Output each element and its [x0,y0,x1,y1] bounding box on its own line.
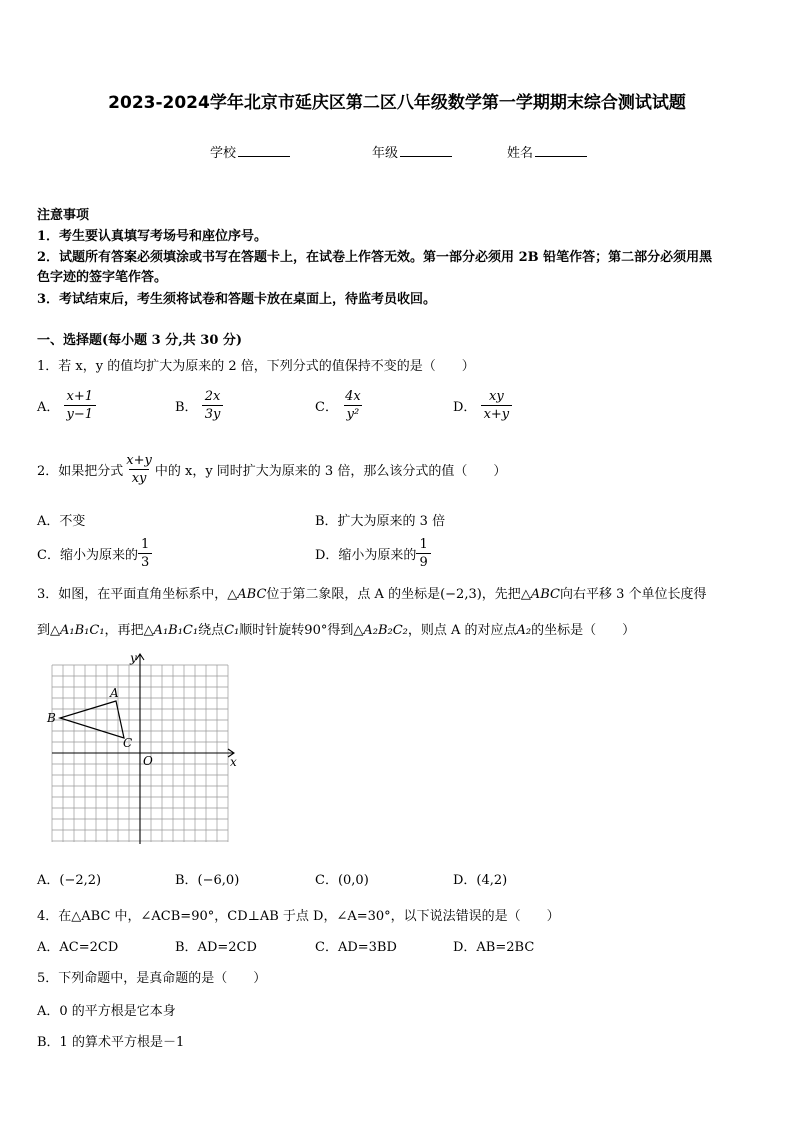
q3-option-c[interactable]: C．(0,0) [315,873,369,888]
axes [52,654,234,844]
q2-c-text: C．缩小为原来的 [37,548,138,563]
q3-l1-a: 3．如图，在平面直角坐标系中， [37,587,228,602]
q1-d-num: xy [489,389,504,404]
grade-field[interactable] [372,142,452,161]
coordinate-grid-figure [44,650,244,846]
q2-option-d[interactable] [315,536,431,571]
q3-option-b[interactable]: B．(−6,0) [175,873,240,888]
q2-option-c[interactable] [37,536,152,571]
q1-label-b: B． [175,400,198,415]
q3-l1-d: 向右平移 3 个单位长度得 [559,587,707,602]
q5-option-a[interactable]: A．0 的平方根是它本身 [37,1004,176,1019]
q2-option-b[interactable]: B．扩大为原来的 3 倍 [315,514,446,529]
q3-option-a[interactable]: A．(−2,2) [37,873,102,888]
q1-c-den: y² [344,405,363,423]
q1-b-den: 3y [202,405,224,423]
q3-point-c1: C₁ [224,623,240,638]
q1-option-b[interactable] [175,388,223,423]
q3-angle: 90° [304,623,328,638]
name-field[interactable] [507,142,587,161]
q5-stem: 5．下列命题中，是真命题的是（ ） [37,971,267,986]
school-field[interactable] [210,142,290,161]
q2-c-num: 1 [140,537,150,552]
q4-option-b[interactable]: B．AD=2CD [175,940,257,955]
q3-tri4: △A₁B₁C₁ [143,623,199,638]
q2-post: 中的 x，y 同时扩大为原来的 3 倍，那么该分式的值（ ） [154,464,507,479]
q1-a-den: y−1 [64,405,97,423]
name-label: 姓名 [507,146,534,161]
q1-d-den: x+y [481,405,513,423]
q2-den: xy [129,469,150,487]
q2-stem [37,452,506,487]
q3-l1-c: ，先把 [481,587,521,602]
q2-option-a[interactable]: A．不变 [37,514,86,529]
section-heading: 一、选择题(每小题 3 分,共 30 分) [37,333,243,348]
y-axis-label: y [130,651,137,665]
page-title: 2023-2024学年北京市延庆区第二区八年级数学第一学期期末综合测试试题 [108,93,686,113]
point-a-label: A [110,686,119,700]
q3-l2-c: 绕点 [198,623,225,638]
q3-l2-e: 得到 [327,623,354,638]
q1-option-d[interactable] [453,388,512,423]
point-b-label: B [47,711,56,725]
q3-tri: △ABC [227,587,267,602]
school-label: 学校 [210,146,237,161]
q3-line1 [37,583,707,602]
q2-num: x+y [126,453,152,468]
q2-d-den: 9 [416,553,430,571]
q1-c-num: 4x [345,389,361,404]
q2-d-num: 1 [419,537,428,552]
q1-label-c: C． [315,400,338,415]
q1-stem: 1．若 x，y 的值均扩大为原来的 2 倍，下列分式的值保持不变的是（ ） [37,359,475,374]
note-2: 2．试题所有答案必须填涂或书写在答题卡上，在试卷上作答无效。第一部分必须用 2B 铅笔作答；第二部分必须用黑 [37,250,713,265]
q3-tri3: △A₁B₁C₁ [50,623,105,638]
q4-option-a[interactable]: A．AC=2CD [37,940,119,955]
q4-stem: 4．在△ABC 中，∠ACB=90°，CD⊥AB 于点 D，∠A=30°，以下说法错误的是（ ） [37,909,560,924]
q3-l2-a: 到 [37,623,51,638]
q1-option-a[interactable] [37,388,96,423]
q4-option-c[interactable]: C．AD=3BD [315,940,397,955]
q5-option-b[interactable]: B．1 的算术平方根是－1 [37,1035,185,1050]
note-3: 3．考试结束后，考生须将试卷和答题卡放在桌面上，待监考员收回。 [37,292,437,307]
q2-pre: 2．如果把分式 [37,464,124,479]
q1-option-c[interactable] [315,388,364,423]
grade-label: 年级 [372,146,399,161]
q3-l2-f: ，则点 A 的对应点 [407,623,517,638]
q1-label-a: A． [37,400,60,415]
origin-label: O [143,754,153,768]
triangle-abc [60,701,124,738]
x-axis-label: x [230,755,237,769]
q4-option-d[interactable]: D．AB=2BC [453,940,535,955]
q3-point-a2: A₂ [516,623,532,638]
q3-line2 [37,619,635,638]
q3-l2-d: 顺时针旋转 [239,623,305,638]
note-1: 1．考生要认真填写考场号和座位序号。 [37,229,268,244]
q1-b-num: 2x [204,389,221,404]
q3-coord-a: (−2,3) [440,587,482,602]
q3-l2-b: ，再把 [104,623,144,638]
q3-tri5: △A₂B₂C₂ [353,623,408,638]
q3-l2-g: 的坐标是（ ） [531,623,636,638]
point-c-label: C [123,736,133,750]
q3-tri2: △ABC [520,587,560,602]
q2-c-den: 3 [138,553,152,571]
q2-d-text: D．缩小为原来的 [315,548,417,563]
q3-option-d[interactable]: D．(4,2) [453,873,508,888]
q1-label-d: D． [453,400,477,415]
q3-l1-b: 位于第二象限，点 A 的坐标是 [266,587,441,602]
q1-a-num: x+1 [66,389,94,404]
note-2-cont: 色字迹的签字笔作答。 [37,270,168,285]
notes-heading: 注意事项 [37,208,90,223]
